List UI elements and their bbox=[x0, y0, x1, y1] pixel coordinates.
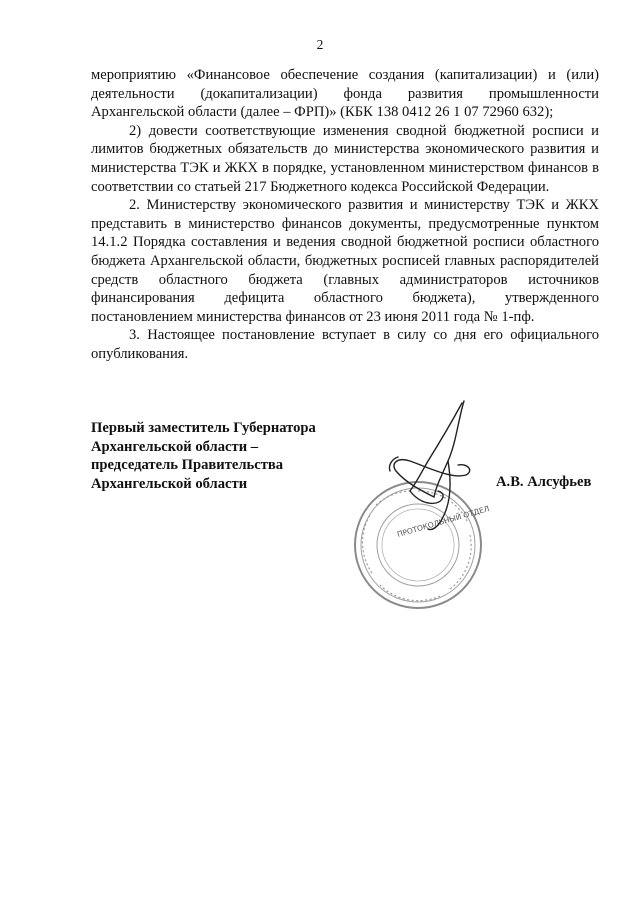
signer-title-line-3: председатель Правительства bbox=[91, 457, 284, 474]
signer-title-block bbox=[91, 419, 351, 493]
seal-ring-texture bbox=[363, 491, 472, 601]
signer-title-line-1: Первый заместитель Губернатора bbox=[91, 420, 316, 436]
signer-title-line-2: Архангельской области – bbox=[91, 438, 259, 455]
paragraph-point-3: 3. Настоящее постановление вступает в силу со дня его официального опубликования. bbox=[91, 327, 599, 362]
document-body bbox=[91, 66, 599, 364]
paragraph-point-2: 2. Министерству экономического развития и министерству ТЭК и ЖКХ представить в министерство финансов документы, предусмотренные пунктом 14.1.2 Порядка составления и ведения сводной бюджетной росписи областного бюджета Архангельской области, бюджетных росписей главных распорядителей средств областного бюджета (главных администраторов источников финансирования дефицита областного бюджета), утвержденного постановлением министерства финансов от 23 июня 2011 года № 1-пф. bbox=[91, 197, 599, 325]
paragraph-continuation: мероприятию «Финансовое обеспечение создания (капитализации) и (или) деятельности (докапитализации) фонда развития промышленности Архангельской области (далее – ФРП)» (КБК 138 0412 26 1 07 72960 632); bbox=[91, 67, 599, 121]
paragraph-item-2: 2) довести соответствующие изменения сводной бюджетной росписи и лимитов бюджетных обязательств до министерства экономического развития и министерства ТЭК и ЖКХ в порядке, установленном министерством финансов в соответствии со статьей 217 Бюджетного кодекса Российской Федерации. bbox=[91, 122, 599, 195]
seal-stamp-text: ПРОТОКОЛЬНЫЙ ОТДЕЛ bbox=[396, 503, 491, 539]
handwritten-signature-icon bbox=[389, 401, 469, 530]
signer-title-line-4: Архангельской области bbox=[91, 475, 248, 492]
seal-and-signature bbox=[340, 395, 500, 625]
signer-name: А.В. Алсуфьев bbox=[496, 474, 592, 490]
page-number: 2 bbox=[316, 37, 324, 52]
